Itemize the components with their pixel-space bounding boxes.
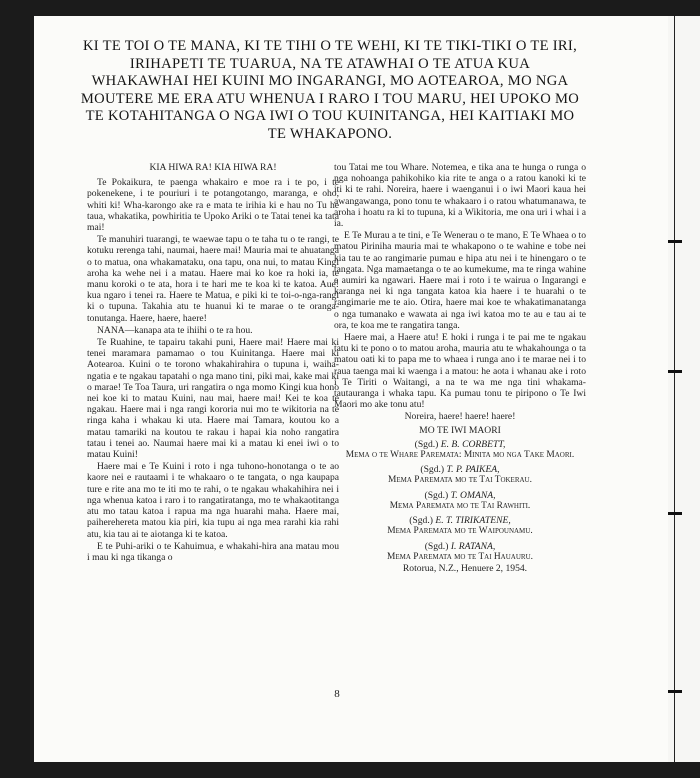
closing-line: Noreira, haere! haere! haere! — [404, 411, 516, 423]
signatory-name: E. B. CORBETT, — [440, 438, 506, 450]
signature-block — [334, 439, 586, 563]
binding-mark — [668, 512, 682, 515]
right-column — [334, 162, 586, 575]
address-heading: KI TE TOI O TE MANA, KI TE TIHI O TE WEHI, KI TE TIKI-TIKI O TE IRI, IRIHAPETI TE TUARUA, NA TE ATAWHAI O TE ATUA KUA WHAKAWHAI HEI KUINI MO INGARANGI, MO AOTEAROA, MO NGA MOUTERE ME ERA ATU WHENUA I RARO I TOU MARU, HEI UPOKO MO TE KOTAHITANGA O NGA IWI O TOU KUINITANGA, HEI KAITIAKI MO TE WHAKAPONO. — [80, 38, 580, 142]
signatory-name: T. P. PAIKEA, — [446, 464, 500, 476]
left-column — [87, 162, 339, 564]
page-number: 8 — [334, 688, 340, 700]
signatory-name: E. T. TIRIKATENE, — [435, 515, 511, 527]
signatory-title: Mema Paremata mo te Tai Rawhiti. — [389, 500, 531, 511]
signatory-name: I. RATANA, — [450, 540, 496, 552]
paragraph: NANA—kanapa ata te ihiihi o te ra hou. — [97, 324, 253, 336]
paragraph: E te Puhi-ariki o te Kahuimua, e whakahi-hira ana matau mou i mau ki nga tikanga o — [87, 540, 339, 563]
signatory-title: Mema Paremata mo te Waipounamu. — [387, 526, 533, 537]
salutation: KIA HIWA RA! KIA HIWA RA! — [149, 162, 277, 173]
signatory-name: T. OMANA, — [450, 489, 496, 501]
signatory-title: Mema o te Whare Paremata: Minita mo nga Take Maori. — [345, 450, 575, 461]
sgd-label: (Sgd.) — [420, 464, 445, 476]
paragraph: Te manuhiri tuarangi, te waewae tapu o te taha tu o te rangi, te kotuku rerenga tahi, naumai, haere mai! Mauria mai te ahuatanga o to matua, ona whakamataku, ona tapu, ona nui, to matau Kingi aroha ka wehe nei i a matau. Haere mai ko koe ra hoki ia, te manu koroki o te ata, hora i te hari me te koa ki te katoa. Aue! kua ngaro i tenei ra. Haere te Matua, e piki ki te toi-o-nga-rangi ki o tupuna. Takahia atu te huanui ki te marae o te oranga-tonutanga. Haere, haere, haere! — [87, 234, 339, 324]
signature — [334, 515, 586, 526]
signatory-title: Mema Paremata mo te Tai Hauauru. — [387, 551, 533, 562]
signatory-group: MO TE IWI MAORI — [419, 424, 501, 436]
paragraph: Te Pokaikura, te paenga whakairo e moe ra i te po, i te pokenekene, i te pouriuri i te potangotango, maranga, e oho, whiti ki! Wha-karongo ake ra e mata te irihia ki e hau no Tu he taua, whakatika, powhiritia te Upoko Ariki o te Tatai tenei ka tata mai! — [87, 177, 339, 234]
binding-mark — [668, 240, 682, 243]
page-gutter — [668, 16, 700, 762]
paragraph: tou Tatai me tou Whare. Notemea, e tika ana te hunga o runga o nga nohoanga pahikohiko kia rite te anga o a ratou kanoki ki te iti ki te rahi. Noreira, haere i waenganui i o iwi Maori kaua hei awangawanga, pono tonu te whakaaro i o ratou whatumanawa, te aroha i hoatu ra ki to tupuna, ki a Wikitoria, me ona uri i whai i a ia. — [334, 162, 586, 230]
signature — [334, 541, 586, 552]
paragraph: Haere mai, a Haere atu! E hoki i runga i te pai me te ngakau tatu ki te pono o to matou aroha, mauria atu te whakahounga o ta matou oati ki to papa me to whaea i runga ano i te marae nei i to raua taenga mai ki waenga i a matou: he aota i whanau ake i roto i Te Tiriti o Waitangi, a na te wa me nga tini whakama-tautauranga i whaka tapu. Ka pumau tonu te piripono o Te Iwi Maori mo ake tonu atu! — [334, 332, 586, 411]
binding-mark — [668, 690, 682, 693]
signature — [334, 490, 586, 501]
sgd-label: (Sgd.) — [424, 489, 449, 501]
dateline: Rotorua, N.Z., Henuere 2, 1954. — [402, 562, 528, 574]
signatory-title: Mema Paremata mo te Tai Tokerau. — [388, 475, 532, 486]
sgd-label: (Sgd.) — [409, 515, 433, 527]
binding-mark — [668, 370, 682, 373]
paragraph: Haere mai e Te Kuini i roto i nga tuhono-honotanga o te ao kaore nei e rautaami i te whakaaro o te tangata, o nga kaupapa ture e rite ana mo te iti mo te rahi, o te ngakau whakahihira nei i nga whenua katoa i raro i to rangatiratanga, mo te whakaotitanga atu mo tatau katoa i rapua ma nga huarahi maha. Haere mai, paiherehereta matou kia piri, kia tupu ai nga mea rarahi kia rahi atu, kia tau ai te aiotanga ki te katoa. — [87, 461, 339, 540]
paragraph: Te Ruahine, te tapairu takahi puni, Haere mai! Haere mai ki tenei maramara pamamao o tou Kuinitanga. Haere mai ki Aotearoa. Kuini o te torono whakahirahira o tupuna i, waiha-ngatia e te ngakau tapatahi o nga mano tini, piki mai, kake mai ki o marae! Te Toa Taura, uri rangatira o nga momo Kingi kua hono nei koe ki to matau Kuini, nau mai, haere mai! Kei te koa te ngakau. Haere mai i nga rangi kororia nui mo te wikitoria na te ringa kaha i whakau ki uta. Haere mai Tamara, koutou ko a matau tamariki na koutou te rakau i hapai kia noho rangatira tatau i tenei ao. Naumai haere mai ki a matau ki enei iwi o to matau Kuini! — [87, 337, 339, 461]
signature — [334, 464, 586, 475]
signature — [334, 439, 586, 450]
binding-line — [674, 16, 675, 762]
sgd-label: (Sgd.) — [424, 540, 449, 552]
paragraph: E Te Murau a te tini, e Te Wenerau o te mano, E Te Whaea o to matou Piriniha mauria mai te whakapono o te wahine e tobe nei kia tau te ao rangimarie pumau e hipa atu nei i te hinengaro o te tangata. Nga mamaetanga o te ao kumekume, ma te ringa wahine e aumiri ka ngawari. Haere mai i roto i te wairua o Ingarangi e karanga nei ki nga tangata katoa kia haere i te huarahi o te rangimarie me te aio. Otira, haere mai koe te whakatimanatanga o nga tumanako e wawata ai nga iwi katoa mo te au e tau ai te ora, te koa me te rangatira tanga. — [334, 230, 586, 331]
sgd-label: (Sgd.) — [414, 438, 439, 450]
